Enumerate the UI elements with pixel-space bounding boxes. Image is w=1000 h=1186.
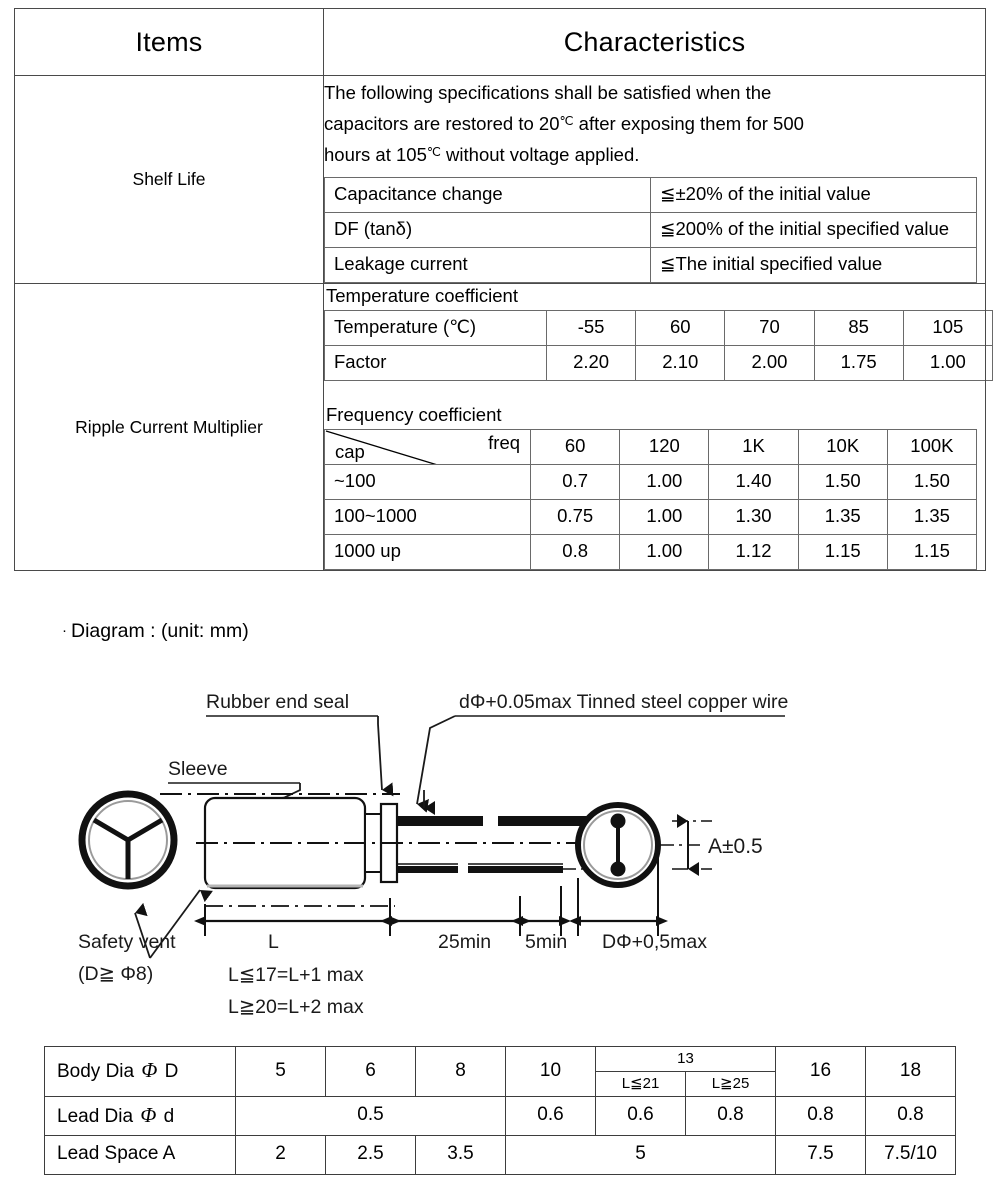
factor-value: 1.00: [903, 346, 992, 381]
label-dim-5min: 5min: [525, 931, 568, 953]
col-header-13: 13: [596, 1047, 776, 1072]
diagram-svg: [0, 668, 1000, 1036]
freq-coeff-value: 0.75: [531, 500, 620, 535]
lead-dia-value-18: 0.8: [866, 1097, 956, 1136]
freq-header-value: 1K: [709, 430, 798, 465]
frequency-coefficient-table: [324, 429, 977, 570]
freq-coeff-value: 1.50: [798, 465, 887, 500]
freq-coeff-value: 1.15: [798, 535, 887, 570]
table-header-row: [325, 430, 977, 465]
shelf-life-paragraph: [324, 78, 985, 169]
freq-coeff-value: 1.00: [620, 535, 709, 570]
label-length-L: L: [268, 931, 279, 953]
table-row: [325, 535, 977, 570]
temp-row-label: Temperature (℃): [325, 311, 547, 346]
label-dimension-A: A±0.5: [708, 835, 763, 858]
subrow-name-capacitance-change: Capacitance change: [325, 178, 651, 213]
row-label-lead-space: Lead Space A: [45, 1136, 236, 1175]
freq-coeff-value: 1.40: [709, 465, 798, 500]
table-row-lead-dia: [45, 1097, 956, 1136]
subrow-name-df-tan-delta: DF (tanδ): [325, 213, 651, 248]
shelf-life-line-2a: capacitors are restored to 20: [324, 113, 560, 134]
freq-coeff-value: 0.7: [531, 465, 620, 500]
safety-vent-end-view: [82, 794, 174, 886]
label-sleeve: Sleeve: [168, 758, 228, 780]
freq-coeff-value: 1.15: [887, 535, 976, 570]
header-freq-label: freq: [488, 432, 521, 453]
row-label-lead-dia: [45, 1097, 236, 1136]
cap-range-label: 1000 up: [325, 535, 531, 570]
temp-value: 60: [636, 311, 725, 346]
table-row-ripple-current-multiplier: [15, 284, 986, 571]
row-label-shelf-life: Shelf Life: [15, 76, 324, 284]
shelf-life-subtable: [324, 177, 977, 283]
table-row: [325, 500, 977, 535]
lead-space-value-18: 7.5/10: [866, 1136, 956, 1175]
label-note-2: L≧20=L+2 max: [228, 996, 364, 1018]
body-dia-post: D: [159, 1061, 179, 1082]
lead-space-value-8: 3.5: [416, 1136, 506, 1175]
freq-header-value: 60: [531, 430, 620, 465]
leader-line-rubber: [378, 716, 382, 790]
lead-spacing-end-view: [578, 805, 658, 885]
subrow-value-df-tan-delta: ≦200% of the initial specified value: [651, 213, 977, 248]
freq-coeff-value: 0.8: [531, 535, 620, 570]
capacitor-dimension-diagram: [0, 668, 1000, 1036]
lead-dia-value-13a: 0.6: [596, 1097, 686, 1136]
col-header-16: 16: [776, 1047, 866, 1097]
temperature-coefficient-title: Temperature coefficient: [326, 285, 518, 306]
subtable-row: [325, 248, 977, 283]
freq-coeff-value: 1.30: [709, 500, 798, 535]
phi-icon: Φ: [141, 1058, 158, 1082]
freq-header-value: 120: [620, 430, 709, 465]
factor-value: 2.00: [725, 346, 814, 381]
temperature-coefficient-table: [324, 310, 993, 381]
col-subheader-13-ge25: L≧25: [686, 1072, 776, 1097]
col-subheader-13-le21: L≦21: [596, 1072, 686, 1097]
col-header-10: 10: [506, 1047, 596, 1097]
label-safety-vent: Safety vent: [78, 931, 176, 953]
freq-coeff-value: 1.35: [798, 500, 887, 535]
cap-range-label: 100~1000: [325, 500, 531, 535]
shelf-life-line-1: The following specifications shall be satisfied when the: [324, 82, 772, 103]
label-note-1: L≦17=L+1 max: [228, 964, 364, 986]
lead-dia-value-13b: 0.8: [686, 1097, 776, 1136]
lead-dia-value-10: 0.6: [506, 1097, 596, 1136]
degree-celsius-1: ℃: [559, 114, 574, 128]
temp-value: 105: [903, 311, 992, 346]
lead-space-value-16: 7.5: [776, 1136, 866, 1175]
diagram-caption-text: Diagram : (unit: mm): [71, 620, 249, 642]
subtable-row: [325, 213, 977, 248]
freq-coeff-value: 1.00: [620, 500, 709, 535]
lead-space-value-5: 2: [236, 1136, 326, 1175]
bullet-icon: ·: [62, 622, 67, 639]
table-row-shelf-life: [15, 76, 986, 284]
col-header-18: 18: [866, 1047, 956, 1097]
freq-coeff-value: 1.50: [887, 465, 976, 500]
factor-value: 2.10: [636, 346, 725, 381]
freq-coeff-value: 1.00: [620, 465, 709, 500]
shelf-life-line-2c: after exposing them for 500: [573, 113, 804, 134]
spacer: [324, 381, 985, 403]
freq-coeff-value: 1.12: [709, 535, 798, 570]
freq-header-value: 100K: [887, 430, 976, 465]
specifications-table: [14, 8, 986, 571]
label-dim-25min: 25min: [438, 931, 492, 953]
diagram-caption: [62, 620, 249, 643]
ripple-current-content: [324, 284, 986, 571]
col-header-8: 8: [416, 1047, 506, 1097]
lead-dia-value-16: 0.8: [776, 1097, 866, 1136]
shelf-life-content: [324, 76, 986, 284]
col-header-6: 6: [326, 1047, 416, 1097]
row-label-body-dia: [45, 1047, 236, 1097]
label-safety-vent-condition: (D≧ Φ8): [78, 963, 154, 985]
degree-celsius-2: ℃: [426, 145, 441, 159]
table-header-row: [15, 9, 986, 76]
factor-value: 2.20: [547, 346, 636, 381]
lead-space-merged-value: 5: [506, 1136, 776, 1175]
label-rubber-end-seal: Rubber end seal: [206, 691, 350, 713]
label-dim-diameter: DΦ+0,5max: [602, 931, 707, 953]
temp-value: 85: [814, 311, 903, 346]
factor-row-label: Factor: [325, 346, 547, 381]
freq-coeff-value: 1.35: [887, 500, 976, 535]
col-header-5: 5: [236, 1047, 326, 1097]
header-items: Items: [15, 9, 324, 76]
frequency-coefficient-title: Frequency coefficient: [326, 404, 502, 425]
table-row-lead-space: [45, 1136, 956, 1175]
cap-range-label: ~100: [325, 465, 531, 500]
factor-value: 1.75: [814, 346, 903, 381]
row-label-ripple-current-multiplier: Ripple Current Multiplier: [15, 284, 324, 571]
shelf-life-line-3a: hours at 105: [324, 144, 427, 165]
shelf-life-line-3c: without voltage applied.: [440, 144, 640, 165]
temp-value: -55: [547, 311, 636, 346]
subrow-value-leakage-current: ≦The initial specified value: [651, 248, 977, 283]
subrow-name-leakage-current: Leakage current: [325, 248, 651, 283]
header-characteristics: Characteristics: [324, 9, 986, 76]
dimensions-table: [44, 1046, 956, 1175]
lead-space-value-6: 2.5: [326, 1136, 416, 1175]
table-row: [325, 465, 977, 500]
lead-dia-merged-value: 0.5: [236, 1097, 506, 1136]
header-cap-label: cap: [335, 441, 365, 462]
diagonal-header-cell: [325, 430, 531, 465]
subtable-row: [325, 178, 977, 213]
phi-icon: Φ: [140, 1102, 157, 1127]
lead-dia-post: d: [158, 1105, 175, 1127]
temp-value: 70: [725, 311, 814, 346]
leader-line-lead-hook: [417, 716, 455, 804]
table-row-body-dia: [45, 1047, 956, 1072]
table-row: [325, 311, 993, 346]
subrow-value-capacitance-change: ≦±20% of the initial value: [651, 178, 977, 213]
body-dia-pre: Body Dia: [57, 1061, 140, 1082]
label-lead-spec: dΦ+0.05max Tinned steel copper wire: [459, 691, 789, 713]
freq-header-value: 10K: [798, 430, 887, 465]
lead-dia-pre: Lead Dia: [57, 1105, 139, 1127]
table-row: [325, 346, 993, 381]
